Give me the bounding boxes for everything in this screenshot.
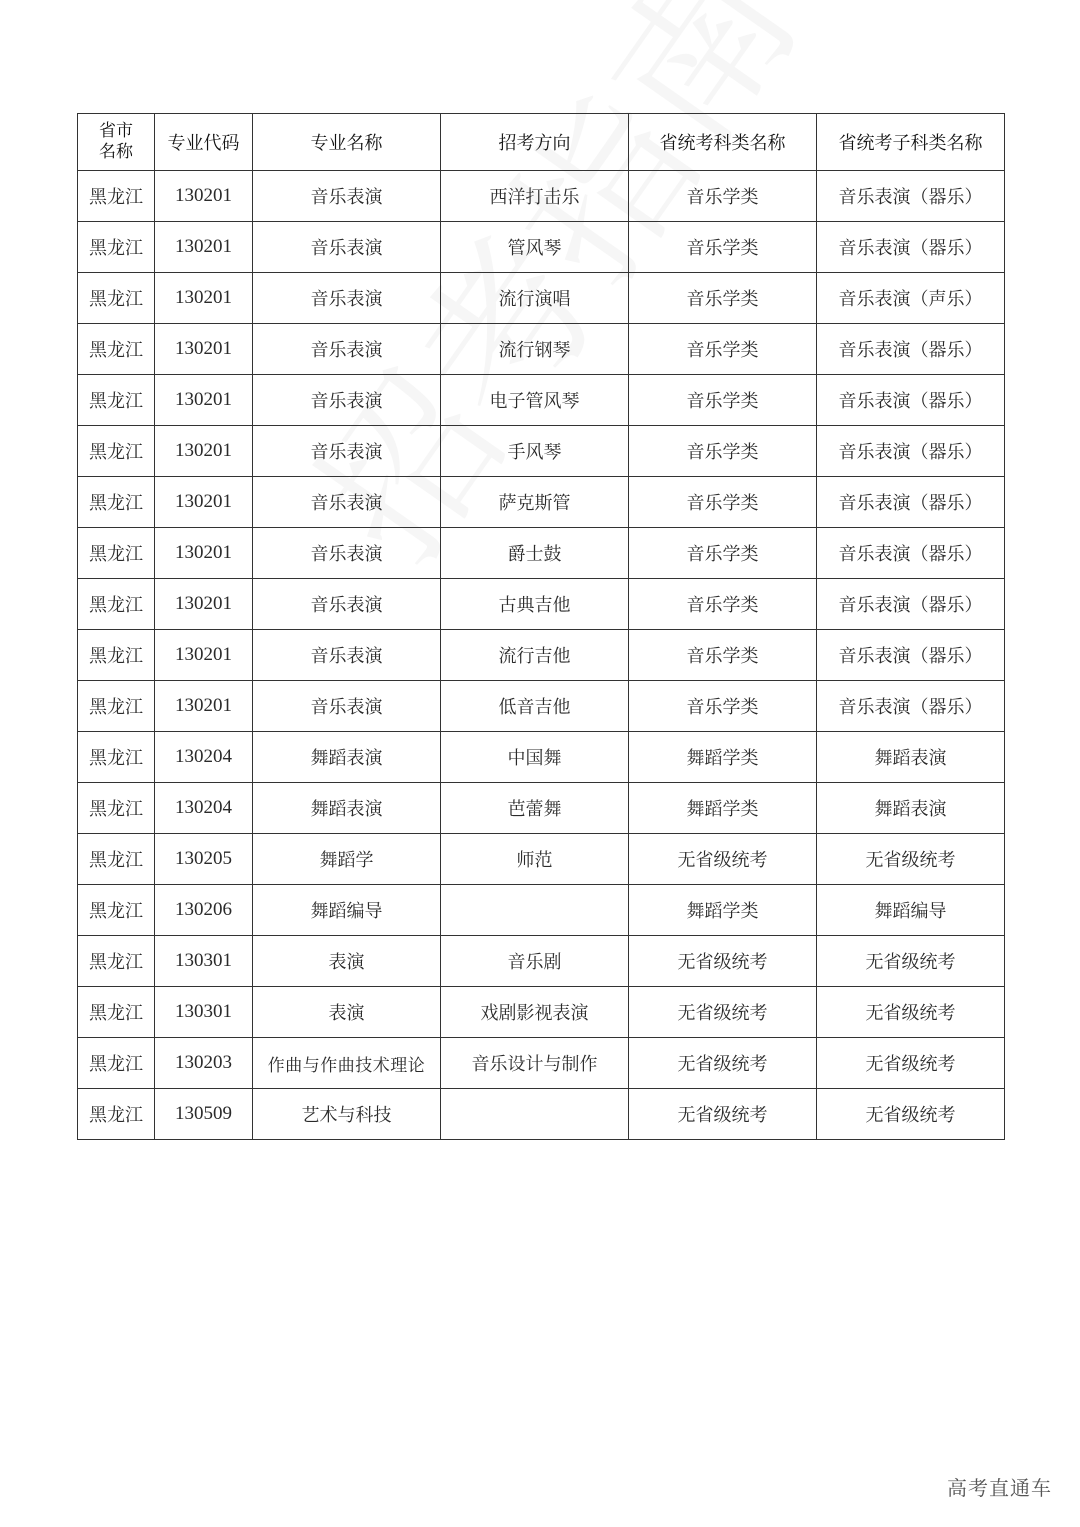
cell-code: 130201 — [155, 681, 253, 732]
cell-major: 作曲与作曲技术理论 — [253, 1038, 441, 1089]
cell-direction: 流行吉他 — [441, 630, 629, 681]
cell-code: 130206 — [155, 885, 253, 936]
cell-province: 黑龙江 — [78, 783, 155, 834]
table-row — [78, 579, 1005, 630]
cell-category: 音乐学类 — [629, 222, 817, 273]
table-row — [78, 681, 1005, 732]
cell-province: 黑龙江 — [78, 936, 155, 987]
table-row — [78, 477, 1005, 528]
cell-code: 130201 — [155, 426, 253, 477]
cell-code: 130201 — [155, 324, 253, 375]
cell-code: 130204 — [155, 783, 253, 834]
cell-province: 黑龙江 — [78, 1089, 155, 1140]
cell-direction: 电子管风琴 — [441, 375, 629, 426]
cell-subcategory: 音乐表演（声乐） — [817, 273, 1005, 324]
cell-subcategory: 音乐表演（器乐） — [817, 579, 1005, 630]
cell-subcategory: 舞蹈表演 — [817, 732, 1005, 783]
cell-category: 音乐学类 — [629, 426, 817, 477]
cell-subcategory: 音乐表演（器乐） — [817, 681, 1005, 732]
cell-province: 黑龙江 — [78, 987, 155, 1038]
table-row — [78, 375, 1005, 426]
header-province — [78, 114, 155, 171]
table-body — [78, 171, 1005, 1140]
table-row — [78, 171, 1005, 222]
cell-direction: 中国舞 — [441, 732, 629, 783]
cell-major: 音乐表演 — [253, 426, 441, 477]
cell-subcategory: 无省级统考 — [817, 1038, 1005, 1089]
cell-category: 音乐学类 — [629, 171, 817, 222]
cell-category: 音乐学类 — [629, 681, 817, 732]
cell-subcategory: 音乐表演（器乐） — [817, 630, 1005, 681]
cell-category: 舞蹈学类 — [629, 732, 817, 783]
cell-code: 130204 — [155, 732, 253, 783]
cell-province: 黑龙江 — [78, 273, 155, 324]
cell-category: 无省级统考 — [629, 1038, 817, 1089]
cell-major: 音乐表演 — [253, 171, 441, 222]
cell-direction: 管风琴 — [441, 222, 629, 273]
cell-province: 黑龙江 — [78, 222, 155, 273]
cell-subcategory: 无省级统考 — [817, 987, 1005, 1038]
cell-category: 音乐学类 — [629, 579, 817, 630]
header-province-line2: 名称 — [99, 142, 133, 162]
table-row — [78, 834, 1005, 885]
cell-direction: 戏剧影视表演 — [441, 987, 629, 1038]
cell-province: 黑龙江 — [78, 579, 155, 630]
cell-code: 130201 — [155, 273, 253, 324]
table-row — [78, 1089, 1005, 1140]
cell-direction — [441, 1089, 629, 1140]
cell-subcategory: 音乐表演（器乐） — [817, 171, 1005, 222]
cell-province: 黑龙江 — [78, 426, 155, 477]
header-province-line1: 省市 — [99, 121, 133, 141]
cell-province: 黑龙江 — [78, 375, 155, 426]
cell-subcategory: 舞蹈编导 — [817, 885, 1005, 936]
cell-direction: 西洋打击乐 — [441, 171, 629, 222]
table-row — [78, 732, 1005, 783]
cell-code: 130201 — [155, 222, 253, 273]
table-row — [78, 783, 1005, 834]
cell-code: 130201 — [155, 579, 253, 630]
table-row — [78, 885, 1005, 936]
cell-major: 音乐表演 — [253, 681, 441, 732]
cell-category: 音乐学类 — [629, 324, 817, 375]
table-row — [78, 426, 1005, 477]
cell-major: 舞蹈表演 — [253, 783, 441, 834]
cell-code: 130301 — [155, 936, 253, 987]
cell-direction: 芭蕾舞 — [441, 783, 629, 834]
cell-category: 音乐学类 — [629, 630, 817, 681]
cell-category: 音乐学类 — [629, 273, 817, 324]
cell-direction: 音乐设计与制作 — [441, 1038, 629, 1089]
table-row — [78, 528, 1005, 579]
cell-major: 表演 — [253, 936, 441, 987]
cell-subcategory: 舞蹈表演 — [817, 783, 1005, 834]
cell-direction — [441, 885, 629, 936]
header-major: 专业名称 — [253, 114, 441, 171]
cell-code: 130201 — [155, 630, 253, 681]
cell-major: 艺术与科技 — [253, 1089, 441, 1140]
cell-direction: 低音吉他 — [441, 681, 629, 732]
cell-major: 音乐表演 — [253, 528, 441, 579]
cell-code: 130205 — [155, 834, 253, 885]
cell-province: 黑龙江 — [78, 834, 155, 885]
cell-category: 音乐学类 — [629, 477, 817, 528]
cell-category: 无省级统考 — [629, 936, 817, 987]
header-direction: 招考方向 — [441, 114, 629, 171]
cell-major: 舞蹈学 — [253, 834, 441, 885]
cell-subcategory: 音乐表演（器乐） — [817, 324, 1005, 375]
cell-major: 音乐表演 — [253, 477, 441, 528]
table-row — [78, 630, 1005, 681]
table-row — [78, 1038, 1005, 1089]
cell-category: 无省级统考 — [629, 987, 817, 1038]
cell-major: 舞蹈编导 — [253, 885, 441, 936]
cell-subcategory: 音乐表演（器乐） — [817, 528, 1005, 579]
cell-code: 130201 — [155, 528, 253, 579]
cell-province: 黑龙江 — [78, 630, 155, 681]
header-category: 省统考科类名称 — [629, 114, 817, 171]
cell-major: 舞蹈表演 — [253, 732, 441, 783]
cell-code: 130201 — [155, 477, 253, 528]
cell-direction: 流行演唱 — [441, 273, 629, 324]
cell-direction: 师范 — [441, 834, 629, 885]
cell-code: 130509 — [155, 1089, 253, 1140]
cell-direction: 流行钢琴 — [441, 324, 629, 375]
cell-category: 舞蹈学类 — [629, 885, 817, 936]
table-row — [78, 273, 1005, 324]
cell-category: 舞蹈学类 — [629, 783, 817, 834]
cell-major: 音乐表演 — [253, 579, 441, 630]
majors-table-container — [77, 113, 1004, 1140]
cell-subcategory: 音乐表演（器乐） — [817, 426, 1005, 477]
cell-subcategory: 音乐表演（器乐） — [817, 477, 1005, 528]
cell-direction: 萨克斯管 — [441, 477, 629, 528]
cell-code: 130301 — [155, 987, 253, 1038]
cell-subcategory: 音乐表演（器乐） — [817, 375, 1005, 426]
cell-province: 黑龙江 — [78, 681, 155, 732]
table-row — [78, 324, 1005, 375]
cell-province: 黑龙江 — [78, 477, 155, 528]
cell-code: 130203 — [155, 1038, 253, 1089]
cell-province: 黑龙江 — [78, 171, 155, 222]
cell-category: 无省级统考 — [629, 834, 817, 885]
cell-province: 黑龙江 — [78, 528, 155, 579]
cell-major: 音乐表演 — [253, 324, 441, 375]
cell-major: 表演 — [253, 987, 441, 1038]
table-row — [78, 222, 1005, 273]
cell-direction: 爵士鼓 — [441, 528, 629, 579]
cell-subcategory: 音乐表演（器乐） — [817, 222, 1005, 273]
cell-code: 130201 — [155, 171, 253, 222]
footer-brand: 高考直通车 — [947, 1476, 1052, 1500]
cell-category: 音乐学类 — [629, 375, 817, 426]
cell-major: 音乐表演 — [253, 375, 441, 426]
cell-major: 音乐表演 — [253, 630, 441, 681]
header-code: 专业代码 — [155, 114, 253, 171]
cell-direction: 手风琴 — [441, 426, 629, 477]
cell-code: 130201 — [155, 375, 253, 426]
table-header-row — [78, 114, 1005, 171]
cell-subcategory: 无省级统考 — [817, 834, 1005, 885]
header-subcategory: 省统考子科类名称 — [817, 114, 1005, 171]
cell-province: 黑龙江 — [78, 732, 155, 783]
cell-subcategory: 无省级统考 — [817, 936, 1005, 987]
cell-subcategory: 无省级统考 — [817, 1089, 1005, 1140]
cell-major: 音乐表演 — [253, 273, 441, 324]
cell-major: 音乐表演 — [253, 222, 441, 273]
majors-table — [77, 113, 1005, 1140]
cell-category: 无省级统考 — [629, 1089, 817, 1140]
cell-direction: 音乐剧 — [441, 936, 629, 987]
cell-province: 黑龙江 — [78, 324, 155, 375]
table-row — [78, 987, 1005, 1038]
cell-category: 音乐学类 — [629, 528, 817, 579]
cell-province: 黑龙江 — [78, 1038, 155, 1089]
cell-direction: 古典吉他 — [441, 579, 629, 630]
cell-province: 黑龙江 — [78, 885, 155, 936]
table-row — [78, 936, 1005, 987]
